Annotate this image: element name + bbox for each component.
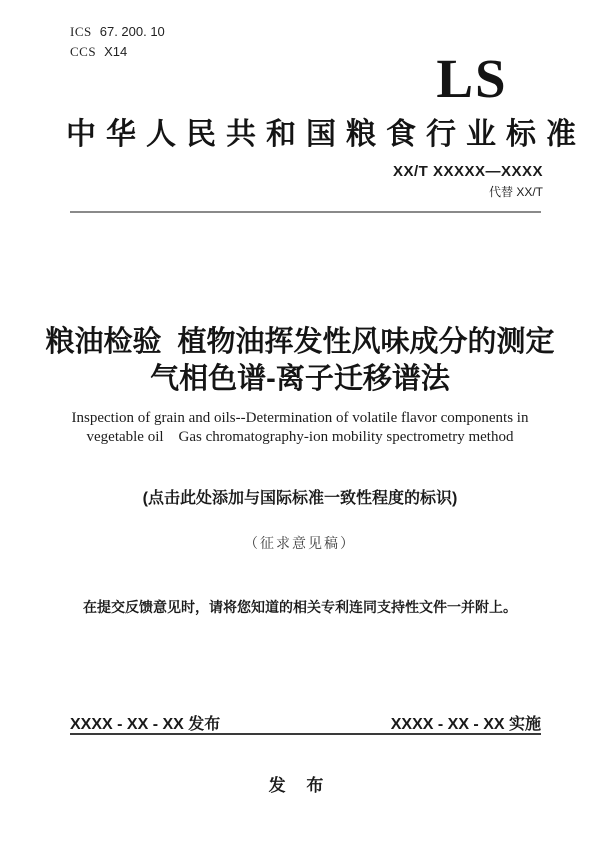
- footer-rule: [70, 733, 541, 735]
- ccs-value: X14: [104, 44, 128, 59]
- implement-date: XXXX - XX - XX 实施: [390, 716, 541, 733]
- ccs-label: CCS: [70, 44, 97, 59]
- draft-stage-label: （征求意见稿）: [244, 537, 356, 552]
- standard-number: XX/T XXXXX—XXXX: [392, 163, 543, 180]
- document-title-cn: [0, 324, 600, 398]
- classification-codes: [70, 22, 165, 62]
- document-title-en-line1: Inspection of grain and oils--Determination of volatile flavor components in: [71, 410, 529, 426]
- ics-code: [70, 22, 165, 42]
- intl-consistency-note: (点击此处添加与国际标准一致性程度的标识): [142, 490, 458, 507]
- publish-label: 发 布: [268, 776, 332, 795]
- ics-value: 67. 200. 10: [99, 24, 165, 39]
- patent-statement: 在提交反馈意见时，请将您知道的相关专利连同支持性文件一并附上。: [83, 601, 517, 616]
- standard-org-title: 中华人民共和国粮食行业标准: [66, 118, 586, 151]
- document-title-cn-line2: 气相色谱-离子迁移谱法: [150, 363, 450, 395]
- standard-number-block: [393, 163, 543, 200]
- document-title-en: [0, 409, 600, 447]
- dates-row: [70, 711, 541, 734]
- standard-logo: LS: [436, 48, 508, 109]
- document-title-en-line2: vegetable oil Gas chromatography-ion mobility spectrometry method: [86, 429, 514, 445]
- issue-date: XXXX - XX - XX 发布: [70, 716, 221, 733]
- document-title-cn-line1: 粮油检验 植物油挥发性风味成分的测定: [45, 326, 555, 358]
- ccs-code: [70, 42, 165, 62]
- ics-label: ICS: [70, 24, 92, 39]
- header-rule: [70, 211, 541, 213]
- replaces-note: 代替 XX/T: [488, 185, 543, 199]
